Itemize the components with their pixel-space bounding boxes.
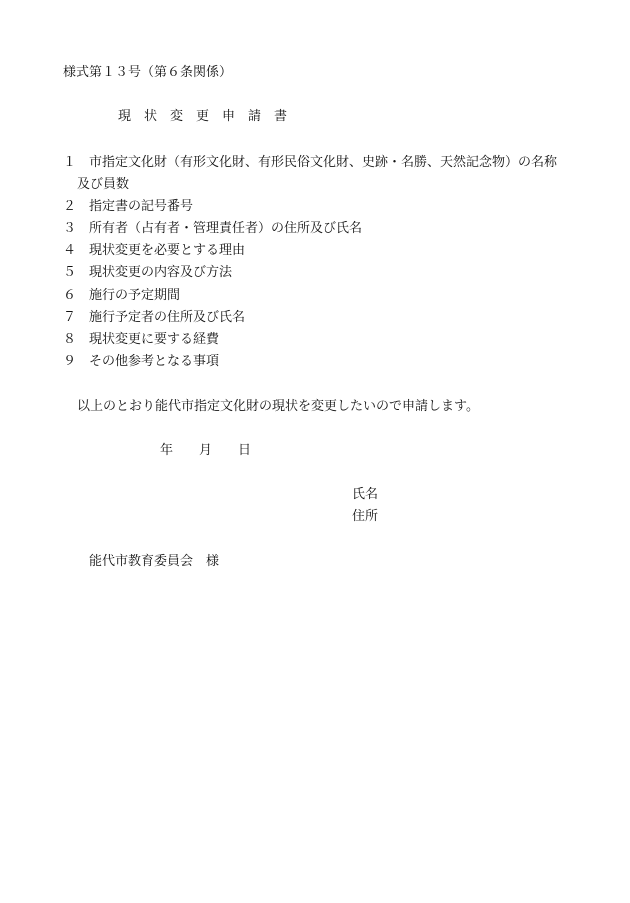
list-item-8 (63, 331, 219, 349)
item-number: ４ (63, 243, 77, 258)
list-item-2 (63, 198, 193, 216)
item-text: 施行予定者の住所及び氏名 (89, 310, 246, 325)
list-item-4 (63, 242, 245, 260)
item-text: 現状変更の内容及び方法 (89, 265, 233, 280)
list-item-6 (63, 287, 180, 305)
list-item-5 (63, 264, 232, 282)
item-text: その他参考となる事項 (89, 354, 220, 369)
item-text: 市指定文化財（有形文化財、有形民俗文化財、史跡・名勝、天然記念物）の名称 (89, 155, 558, 170)
item-number: ８ (63, 332, 77, 347)
item-number: ７ (63, 310, 77, 325)
item-text: 指定書の記号番号 (89, 199, 194, 214)
item-number: ９ (63, 354, 77, 369)
item-number: ３ (63, 221, 77, 236)
item-text: 所有者（占有者・管理責任者）の住所及び氏名 (89, 221, 363, 236)
date-line: 年 月 日 (160, 443, 252, 458)
item-text: 現状変更を必要とする理由 (89, 243, 246, 258)
item-text: 現状変更に要する経費 (89, 332, 220, 347)
addressee: 能代市教育委員会 様 (89, 554, 220, 569)
item-number: ５ (63, 265, 77, 280)
item-number: １ (63, 155, 77, 170)
list-item-3 (63, 220, 362, 238)
list-item-1 (63, 154, 557, 172)
list-item-7 (63, 309, 245, 327)
signature-name-label: 氏名 (352, 487, 379, 502)
item-text: 施行の予定期間 (89, 288, 181, 303)
signature-address-label: 住所 (352, 509, 379, 524)
document-title: 現 状 変 更 申 請 書 (118, 109, 288, 124)
item-number: ６ (63, 288, 77, 303)
list-item-1-continuation: 及び員数 (77, 177, 130, 192)
application-statement: 以上のとおり能代市指定文化財の現状を変更したいので申請します。 (77, 399, 479, 414)
list-item-9 (63, 353, 219, 371)
form-number: 様式第１３号（第６条関係） (63, 65, 233, 80)
item-number: ２ (63, 199, 77, 214)
